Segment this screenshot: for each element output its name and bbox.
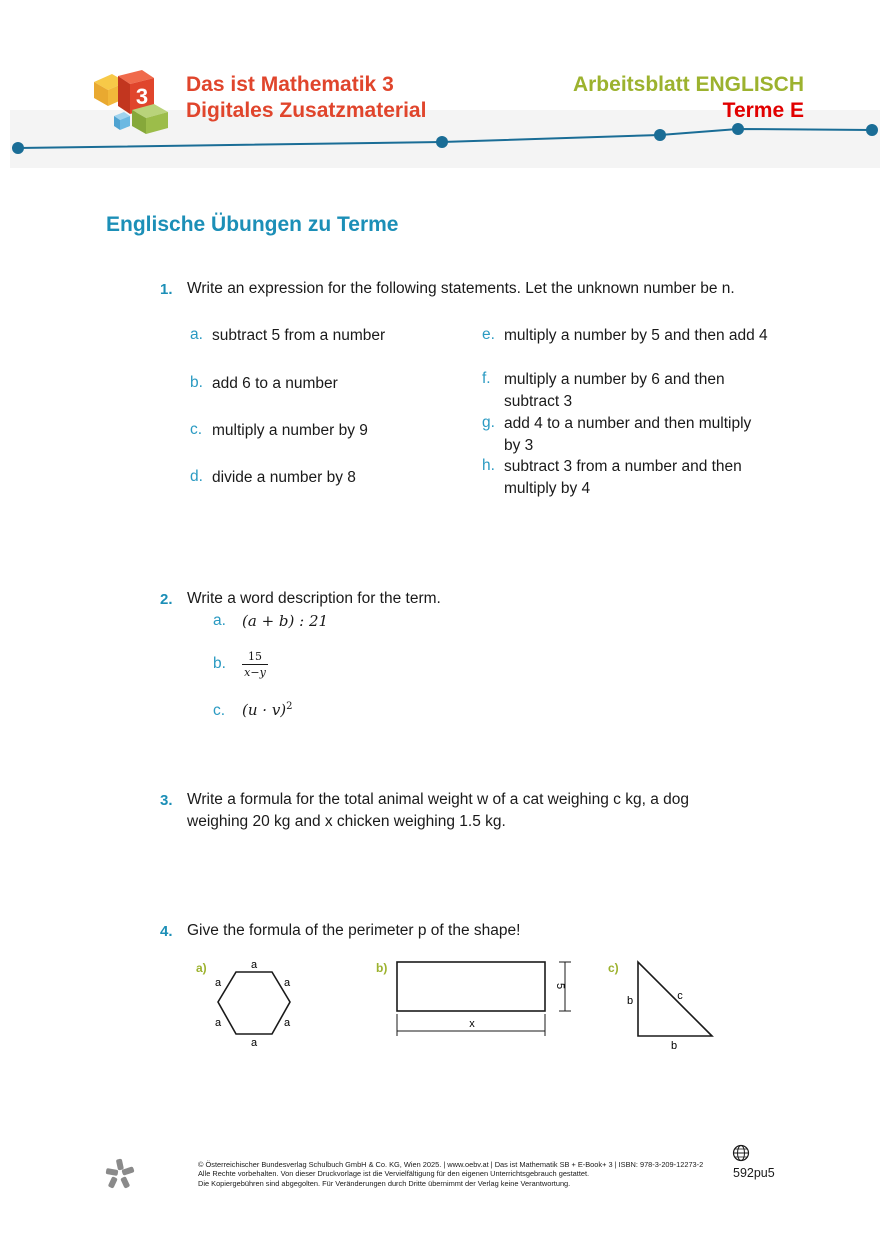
q2-term-b-fraction [242, 650, 268, 679]
footer-copyright [198, 1160, 738, 1188]
triangle-side-bottom: b [670, 1040, 678, 1052]
question-3-line2: weighing 20 kg and x chicken weighing 1.5 kg. [187, 813, 506, 830]
figure-c-label: c) [608, 961, 619, 975]
figure-a-label: a) [196, 961, 207, 975]
q1-item-f-line1: multiply a number by 6 and then [504, 371, 725, 388]
rectangle-shape [397, 962, 545, 1011]
question-1-text: Write an expression for the following statements. Let the unknown number be n. [187, 280, 735, 297]
fraction-numerator: 15 [248, 650, 262, 663]
q1-item-h-line2: multiply by 4 [504, 480, 591, 497]
triangle-hypotenuse: c [677, 990, 683, 1002]
fraction-bar [242, 664, 268, 665]
q1-item-c-text: multiply a number by 9 [212, 422, 368, 439]
q1-item-b-label: b. [190, 374, 203, 391]
question-3-number: 3. [160, 792, 173, 809]
q1-item-d-label: d. [190, 468, 203, 485]
q2-term-a: (a + b) : 21 [242, 612, 329, 630]
book-subtitle: Digitales Zusatzmaterial [186, 99, 427, 122]
timeline-dot [732, 123, 744, 135]
hexagon-side-bottom: a [250, 1037, 258, 1049]
logo-digit: 3 [135, 84, 149, 109]
q2-term-c [242, 701, 293, 719]
question-1-number: 1. [160, 281, 173, 298]
q1-item-f-line2: subtract 3 [504, 393, 573, 410]
online-code: 592pu5 [733, 1166, 775, 1180]
publisher-logo-icon [104, 1157, 136, 1189]
triangle-shape [638, 962, 712, 1036]
q1-item-e-text: multiply a number by 5 and then add 4 [504, 327, 768, 344]
footer-line-3: Die Kopiergebühren sind abgegolten. Für Veränderungen durch Dritte übernimmt der Verlag keine Verantwortung. [198, 1178, 571, 1188]
footer-line-2: Alle Rechte vorbehalten. Von dieser Druckvorlage ist die Vervielfältigung für den eigenen Unterrichtsgebrauch gestattet. [198, 1169, 590, 1179]
page-title: Englische Übungen zu Terme [106, 213, 399, 236]
q1-item-g-line1: add 4 to a number and then multiply [504, 415, 752, 432]
q1-item-c-label: c. [190, 421, 203, 438]
hexagon-side-top: a [250, 959, 258, 971]
question-3-line1: Write a formula for the total animal weight w of a cat weighing c kg, a dog [187, 791, 689, 808]
question-4-number: 4. [160, 923, 173, 940]
q1-item-a-text: subtract 5 from a number [212, 327, 386, 344]
q2-item-a-label: a. [213, 612, 226, 629]
triangle-side-left: b [626, 995, 634, 1007]
q1-item-f-label: f. [482, 370, 491, 387]
worksheet-topic: Terme E [722, 99, 804, 122]
rectangle-width-label: x [469, 1018, 475, 1030]
q1-item-h-label: h. [482, 457, 495, 474]
timeline-dot [654, 129, 666, 141]
hexagon-side-upper-right: a [283, 977, 291, 989]
q1-item-a-label: a. [190, 326, 203, 343]
fraction-denominator: x−y [244, 666, 266, 679]
q2-item-b-label: b. [213, 655, 226, 672]
worksheet-label: Arbeitsblatt ENGLISCH [572, 73, 804, 96]
footer-line-1: © Österreichischer Bundesverlag Schulbuch GmbH & Co. KG, Wien 2025. | www.oebv.at | Das ist Mathematik SB + E-Book+ 3 | ISBN: 978-3-209-12273-2 [198, 1160, 704, 1169]
question-4-text: Give the formula of the perimeter p of the shape! [187, 922, 521, 939]
timeline-dot [12, 142, 24, 154]
q2-item-c-label: c. [213, 702, 226, 719]
timeline-dot [866, 124, 878, 136]
globe-icon [731, 1143, 751, 1163]
book-title: Das ist Mathematik 3 [186, 73, 394, 96]
q1-item-e-label: e. [482, 326, 495, 343]
hexagon-shape [218, 972, 290, 1034]
question-2-text: Write a word description for the term. [187, 590, 441, 607]
q2-term-c-exponent: 2 [286, 701, 293, 712]
hexagon-side-lower-left: a [214, 1017, 222, 1029]
q1-item-d-text: divide a number by 8 [212, 469, 356, 486]
q1-item-g-line2: by 3 [504, 437, 534, 454]
q1-item-h-line1: subtract 3 from a number and then [504, 458, 742, 475]
rectangle-height-label: 5 [554, 982, 566, 990]
figure-b-label: b) [376, 961, 388, 975]
q2-term-c-base: (u · v) [242, 701, 287, 719]
q1-item-g-label: g. [482, 414, 495, 431]
perimeter-figures [190, 950, 730, 1060]
header-timeline [0, 115, 890, 160]
hexagon-side-lower-right: a [283, 1017, 291, 1029]
question-2-number: 2. [160, 591, 173, 608]
q1-item-b-text: add 6 to a number [212, 375, 338, 392]
timeline-dot [436, 136, 448, 148]
hexagon-side-upper-left: a [214, 977, 222, 989]
